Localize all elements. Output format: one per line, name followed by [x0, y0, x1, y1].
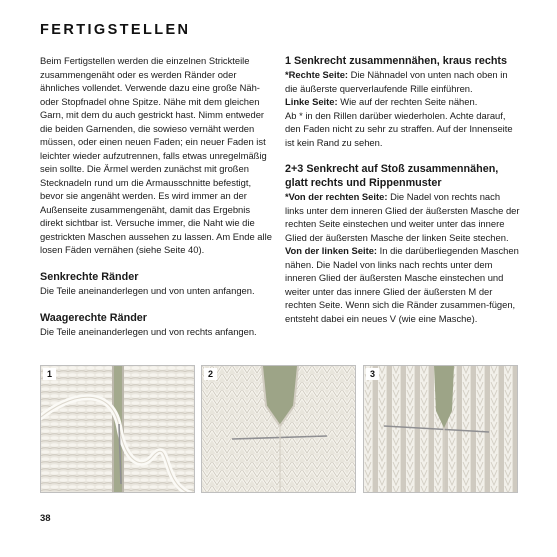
step-text: Die Nadel von rechts nach links unter dem inneren Glied der äußersten Masche der rechten Seite einstechen und weiter unter das innere Glied der äußersten Masche der linken Seite stechen. — [285, 191, 520, 243]
page-number: 38 — [40, 513, 51, 524]
photo-number: 3 — [366, 368, 379, 380]
section-text: Die Teile aneinanderlegen und von unten anfangen. — [40, 284, 255, 296]
section-heading: 2+3 Senkrecht auf Stoß zusammennähen, — [285, 163, 499, 175]
step-text: Die Nähnadel von unten nach oben in die äußerste querverlaufende Rille einführen. — [285, 69, 508, 94]
section-garter-seam — [285, 54, 521, 149]
page-title: FERTIGSTELLEN — [40, 22, 191, 38]
intro-paragraph: Beim Fertigstellen werden die einzelnen Strickteile zusammengenäht oder es werden Ränder oder ähnliches vollendet. Verwende dazu eine große Näh- oder Stopfnadel ohne Spitze. Nähe mit dem gleichen Garn, mit dem du auch gestrickt hast. Nimm entweder die beiden Garnenden, die sowieso vernäht werden müssen, oder einen neuen Faden; ein neuer Faden ist leichter wieder aufzutrennen, falls etwas unregelmäßig sein sollte. Die Ärmel werden zunächst mit großen Stecknadeln rund um die Armausschnitte befestigt, bevor sie angenäht werden. Es wird immer an der Außenseite zusammengenäht, damit das Ergebnis direkt sichtbar ist. Versuche immer, die Naht wie die gestrickten Maschen aussehen zu lassen. Am Ende alle losen Fäden vernähen (siehe Seite 40). — [40, 55, 272, 255]
section-mattress-seam — [285, 162, 521, 325]
section-vertical-edges — [40, 270, 272, 298]
section-text: Ab * in den Rillen darüber wiederholen. Achte darauf, den Faden nicht zu sehr zu straffen. Auf der Innenseite ist kein Rand zu sehen. — [285, 109, 513, 148]
right-column — [285, 54, 521, 325]
photo-garter-seam — [40, 365, 195, 493]
photo-number: 1 — [43, 368, 56, 380]
step-text: Wie auf der rechten Seite nähen. — [337, 96, 478, 107]
section-text — [285, 244, 521, 325]
step-label: Von der linken Seite: — [285, 245, 378, 256]
step-label: *Rechte Seite: — [285, 69, 349, 80]
step-label: Linke Seite: — [285, 96, 338, 107]
section-text — [285, 68, 521, 95]
section-text — [285, 95, 521, 109]
photo-stockinette-seam — [201, 365, 356, 493]
knitting-photo-2 — [202, 366, 356, 493]
section-heading: Waagerechte Ränder — [40, 312, 148, 324]
step-text: In die darüberliegenden Maschen nähen. Die Nadel von links nach rechts unter dem inneren Glied der äußersten Masche einstechen und weiter unter das innere Glied der äußersten M der rechten Seite. Wenn sich die Ränder zusammen-fügen, entsteht dabei ein neues V (wie eine Masche). — [285, 245, 519, 324]
left-column — [40, 54, 272, 339]
section-horizontal-edges — [40, 311, 272, 339]
section-heading: glatt rechts und Rippenmuster — [285, 177, 442, 189]
section-heading: 1 Senkrecht zusammennähen, kraus rechts — [285, 55, 508, 67]
knitting-photo-1 — [41, 366, 195, 493]
section-heading: Senkrechte Ränder — [40, 270, 139, 283]
photo-strip — [40, 365, 518, 493]
step-label: *Von der rechten Seite: — [285, 191, 388, 202]
photo-number: 2 — [204, 368, 217, 380]
section-text: Die Teile aneinanderlegen und von rechts anfangen. — [40, 326, 257, 337]
knitting-photo-3 — [364, 366, 518, 493]
photo-rib-seam — [363, 365, 518, 493]
section-text — [285, 190, 521, 244]
